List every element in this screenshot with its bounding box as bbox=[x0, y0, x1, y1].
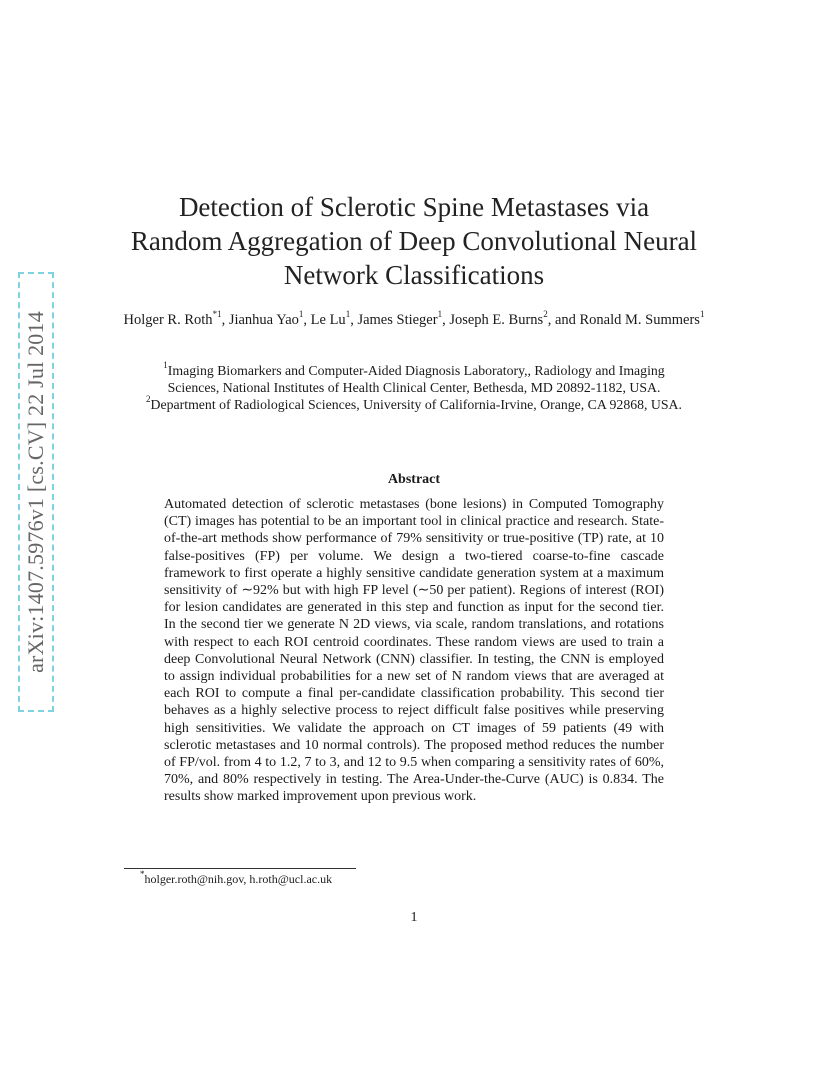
author-name: Ronald M. Summers bbox=[579, 312, 700, 328]
affiliation-2-text: Department of Radiological Sciences, University of California-Irvine, Orange, CA 92868, USA. bbox=[150, 397, 682, 412]
author-separator: , bbox=[442, 312, 450, 328]
author-name: Le Lu bbox=[310, 312, 346, 328]
footnote-mark: * bbox=[140, 869, 145, 879]
arxiv-stamp bbox=[18, 272, 54, 712]
author-name: James Stieger bbox=[357, 312, 438, 328]
author-separator: , and bbox=[547, 312, 580, 328]
author-affiliation-mark: 1 bbox=[298, 309, 304, 320]
author-affiliation-mark: 2 bbox=[543, 309, 548, 320]
author-affiliation-mark: *1 bbox=[212, 309, 222, 320]
affiliations bbox=[110, 362, 718, 413]
author-affiliation-mark: 1 bbox=[437, 309, 443, 320]
author-name: Joseph E. Burns bbox=[449, 312, 544, 328]
abstract-heading: Abstract bbox=[387, 472, 441, 487]
author-separator: , bbox=[350, 312, 358, 328]
paper-title bbox=[100, 190, 728, 292]
affiliation-2-mark: 2 bbox=[146, 394, 151, 405]
author-name: Jianhua Yao bbox=[228, 312, 299, 328]
title-line-3: Network Classifications bbox=[283, 260, 545, 290]
page-number: 1 bbox=[410, 910, 418, 925]
affiliation-1-line-2: Sciences, National Institutes of Health Clinical Center, Bethesda, MD 20892-1182, USA. bbox=[167, 380, 661, 395]
affiliation-2-line-1 bbox=[110, 396, 718, 413]
author-name: Holger R. Roth bbox=[123, 312, 213, 328]
affiliation-1-line-1 bbox=[110, 362, 718, 379]
footnote bbox=[140, 869, 333, 887]
author-separator: , bbox=[303, 312, 311, 328]
abstract-text: Automated detection of sclerotic metastases (bone lesions) in Computed Tomography (CT) images has potential to be an important tool in clinical practice and research. State-of-the-art methods show performance of 79% sensitivity or true-positive (TP) rate, at 10 false-positives (FP) per volume. We design a two-tiered coarse-to-fine cascade framework to first operate a highly sensitive candidate generation system at a maximum sensitivity of ∼92% but with high FP level (∼50 per patient). Regions of interest (ROI) for lesion candidates are generated in this step and function as input for the second tier. In the second tier we generate N 2D views, via scale, random translations, and rotations with respect to each ROI centroid coordinates. These random views are used to train a deep Convolutional Neural Network (CNN) classifier. In testing, the CNN is employed to assign individual probabilities for a new set of N random views that are averaged at each ROI to compute a final per-candidate classification probability. This second tier behaves as a highly selective process to reject difficult false positives while preserving high sensitivities. We validate the approach on CT images of 59 patients (49 with sclerotic metastases and 10 normal controls). The proposed method reduces the number of FP/vol. from 4 to 1.2, 7 to 3, and 12 to 9.5 when comparing a sensitivity rates of 60%, 70%, and 80% respectively in testing. The Area-Under-the-Curve (AUC) is 0.834. The results show marked improvement upon previous work. bbox=[164, 497, 664, 805]
affiliation-1-mark: 1 bbox=[163, 360, 168, 371]
footnote-rule bbox=[124, 868, 356, 869]
author-affiliation-mark: 1 bbox=[699, 309, 705, 320]
arxiv-stamp-text: arXiv:1407.5976v1 [cs.CV] 22 Jul 2014 bbox=[23, 311, 48, 673]
author-affiliation-mark: 1 bbox=[345, 309, 351, 320]
author-separator: , bbox=[221, 312, 229, 328]
title-line-2: Random Aggregation of Deep Convolutional Neural bbox=[130, 226, 698, 256]
author-list bbox=[110, 311, 718, 329]
footnote-text[interactable]: holger.roth@nih.gov, h.roth@ucl.ac.uk bbox=[144, 872, 333, 886]
affiliation-1-text: Imaging Biomarkers and Computer-Aided Diagnosis Laboratory,, Radiology and Imaging bbox=[167, 363, 665, 378]
title-line-1: Detection of Sclerotic Spine Metastases via bbox=[178, 192, 650, 222]
